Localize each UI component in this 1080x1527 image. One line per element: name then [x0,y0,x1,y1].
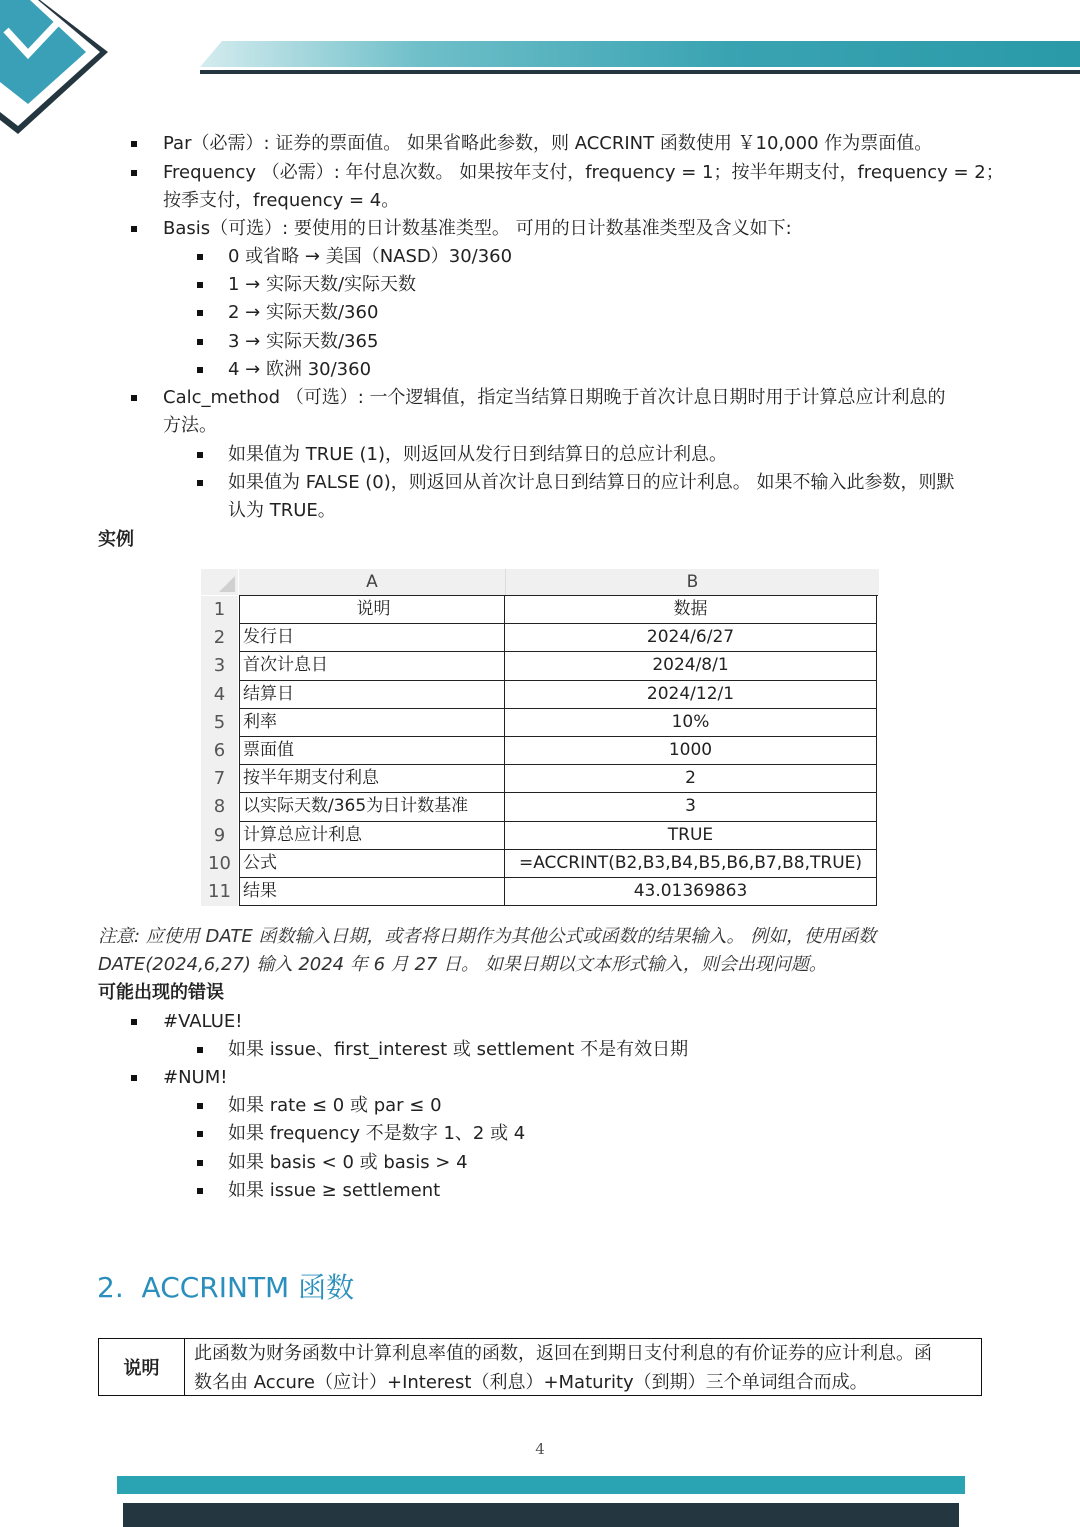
errors-heading: 可能出现的错误 [98,982,224,1003]
description-label: 说明 [99,1339,185,1395]
cell-b: 2024/6/27 [505,624,877,652]
sub-bullet-dot [197,1103,203,1109]
basis-option-3: 3 → 实际天数/365 [228,331,379,352]
description-line-2: 数名由 Accure（应计）+Interest（利息）+Maturity（到期）三个单词组合而成。 [194,1372,868,1393]
sub-bullet-dot [197,480,203,486]
basis-option-2: 2 → 实际天数/360 [228,302,379,323]
cell-a: 发行日 [239,624,505,652]
note-line-1: 注意: 应使用 DATE 函数输入日期，或者将日期作为其他公式或函数的结果输入。 例如，使用函数 [98,926,877,947]
error-value-cause: 如果 issue、first_interest 或 settlement 不是有效日期 [228,1039,689,1060]
sub-bullet-dot [197,1188,203,1194]
sub-bullet-dot [197,1160,203,1166]
row-number: 11 [201,878,238,906]
sub-bullet-dot [197,310,203,316]
cell-b: 1000 [505,737,877,765]
cell-a: 计算总应计利息 [239,822,505,850]
row-number: 4 [201,681,238,709]
footer-band [117,1476,965,1494]
bullet-dot [131,141,137,147]
bullet-dot [131,1019,137,1025]
cell-b: TRUE [505,822,877,850]
error-num-cause-2: 如果 frequency 不是数字 1、2 或 4 [228,1123,526,1144]
row-number: 5 [201,709,238,737]
cell-b: 43.01369863 [505,878,877,906]
note-line-2: DATE(2024,6,27) 输入 2024 年 6 月 27 日。 如果日期以文本形式输入，则会出现问题。 [98,954,827,975]
cell-b: =ACCRINT(B2,B3,B4,B5,B6,B7,B8,TRUE) [505,850,877,878]
error-num-cause-4: 如果 issue ≥ settlement [228,1180,441,1201]
bullet-dot [131,226,137,232]
cell-a: 以实际天数/365为日计数基准 [239,793,505,821]
cell-a: 结果 [239,878,505,906]
page-number: 4 [535,1440,545,1458]
footer-bar [123,1503,959,1527]
header-line [200,70,1080,74]
col-header-a: A [239,569,506,595]
sub-bullet-dot [197,282,203,288]
description-line-1: 此函数为财务函数中计算利息率值的函数，返回在到期日支付利息的有价证券的应计利息。函 [194,1343,932,1364]
sub-bullet-dot [197,367,203,373]
sub-bullet-dot [197,1131,203,1137]
cell-b: 2024/12/1 [505,681,877,709]
sub-bullet-dot [197,1047,203,1053]
param-frequency: Frequency （必需）: 年付息次数。 如果按年支付，frequency = 1；按半年期支付，frequency = 2； [163,162,1004,183]
row-number: 3 [201,652,238,680]
row-number: 6 [201,737,238,765]
cell-b: 数据 [505,596,877,624]
basis-option-1: 1 → 实际天数/实际天数 [228,274,417,295]
calc-false-cont: 认为 TRUE。 [228,500,336,521]
cell-a: 结算日 [239,681,505,709]
sheet-corner [201,569,238,595]
cell-a: 说明 [239,596,505,624]
param-calc-method: Calc_method （可选）: 一个逻辑值，指定当结算日期晚于首次计息日期时用于计算总应计利息的 [163,387,946,408]
param-calc-method-cont: 方法。 [163,415,217,436]
description-text [194,1339,932,1397]
bullet-dot [131,1075,137,1081]
description-table [98,1338,982,1396]
error-num: #NUM! [163,1067,228,1088]
cell-b: 2024/8/1 [505,652,877,680]
sub-bullet-dot [197,254,203,260]
calc-true: 如果值为 TRUE (1)，则返回从发行日到结算日的总应计利息。 [228,444,727,465]
bullet-dot [131,395,137,401]
param-frequency-cont: 按季支付，frequency = 4。 [163,190,400,211]
row-number: 2 [201,624,238,652]
row-number: 8 [201,793,238,821]
row-number: 1 [201,596,238,624]
row-number: 10 [201,850,238,878]
error-num-cause-3: 如果 basis < 0 或 basis > 4 [228,1152,468,1173]
error-num-cause-1: 如果 rate ≤ 0 或 par ≤ 0 [228,1095,442,1116]
logo-diamond-icon [0,0,115,140]
example-spreadsheet [201,569,879,909]
basis-option-0: 0 或省略 → 美国（NASD）30/360 [228,246,513,267]
basis-option-4: 4 → 欧洲 30/360 [228,359,372,380]
error-value: #VALUE! [163,1011,243,1032]
row-number: 7 [201,765,238,793]
cell-b: 2 [505,765,877,793]
cell-b: 3 [505,793,877,821]
bullet-dot [131,170,137,176]
calc-false: 如果值为 FALSE (0)，则返回从首次计息日到结算日的应计利息。 如果不输入此参数，则默 [228,472,955,493]
sub-bullet-dot [197,339,203,345]
cell-a: 票面值 [239,737,505,765]
col-header-b: B [506,569,879,595]
section-title-text: ACCRINTM 函数 [141,1271,355,1304]
cell-b: 10% [505,709,877,737]
cell-a: 利率 [239,709,505,737]
sub-bullet-dot [197,452,203,458]
cell-a: 按半年期支付利息 [239,765,505,793]
param-basis: Basis（可选）: 要使用的日计数基准类型。 可用的日计数基准类型及含义如下: [163,218,792,239]
row-number: 9 [201,822,238,850]
header-band [200,41,1080,67]
cell-a: 首次计息日 [239,652,505,680]
example-heading: 实例 [98,529,134,550]
cell-a: 公式 [239,850,505,878]
section-number: 2. [97,1271,124,1304]
param-par: Par（必需）: 证券的票面值。 如果省略此参数，则 ACCRINT 函数使用 ￥10,000 作为票面值。 [163,133,933,154]
section-title [97,1266,354,1306]
